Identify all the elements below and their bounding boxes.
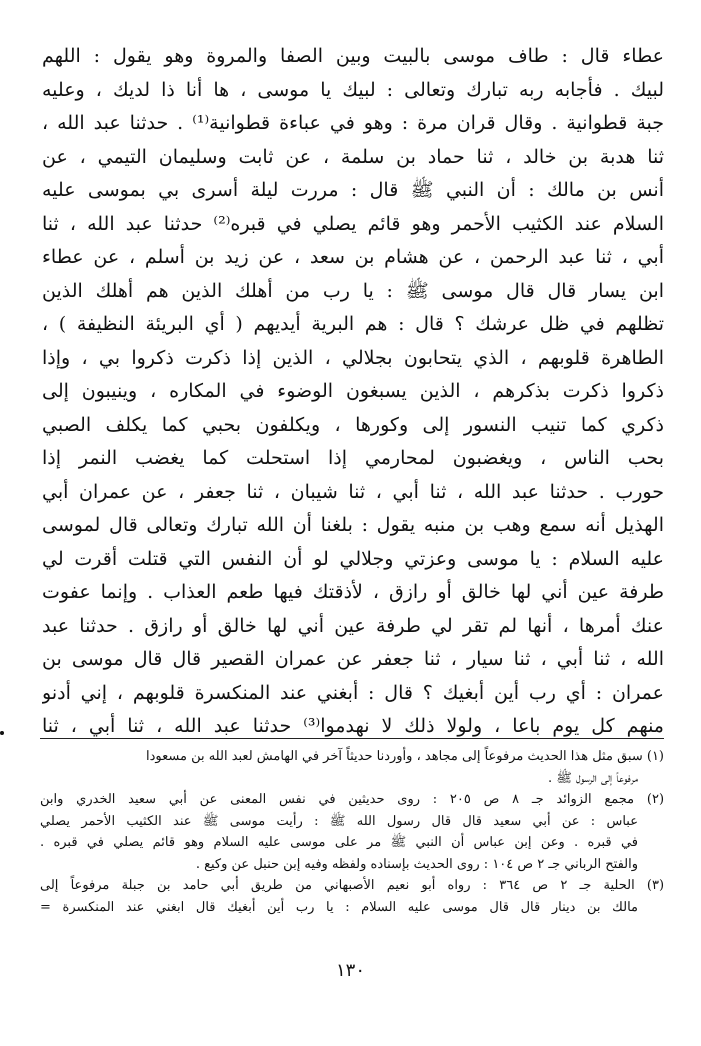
body-line: ثنا هدبة بن خالد ، ثنا حماد بن سلمة ، عن ثابت وسليمان التيمي ، عن bbox=[42, 145, 664, 168]
footnote-line: والفتح الرباني جـ ٢ ص ١٠٤ : روى الحديث بإسناده ولفظه وفيه إبن حنبل عن وكيع . bbox=[195, 856, 638, 872]
footnote-divider bbox=[40, 738, 664, 739]
main-text bbox=[42, 40, 664, 744]
footnote-line: في قبره . وعن إبن عباس أن النبي ﷺ مر على موسى عليه السلام وهو قائم يصلي في قبره . bbox=[40, 835, 638, 850]
footnote-line: مرفوعاً إلى الرسول ﷺ . bbox=[547, 770, 638, 786]
body-line: طرفة عين أني لها خالق أو رازق ، لأذقتك فيها طعم العذاب . وإنما عفوت bbox=[42, 581, 664, 603]
footnote-line: (٢) مجمع الزوائد جـ ٨ ص ٢٠٥ : روى حديثين في نفس المعنى عن أبي سعيد الخدري وابن bbox=[40, 792, 664, 807]
body-line: حورب . حدثنا عبد الله ، ثنا أبي ، ثنا شيبان ، ثنا جعفر ، عن عمران أبي bbox=[42, 480, 664, 503]
body-line: ابن يسار قال قال موسى ﷺ : يا رب من أهلك الذين هم أهلك الذين bbox=[42, 279, 664, 302]
body-line: منهم كل يوم باعا ، ولولا ذلك لا نهدموا⁽³⁾ حدثنا عبد الله ، ثنا أبي ، ثنا bbox=[42, 715, 664, 737]
body-line: عمران : أي رب أين أبغيك ؟ قال : أبغني عند المنكسرة قلوبهم ، إني أدنو bbox=[42, 681, 664, 704]
footnote-line: (١) سبق مثل هذا الحديث مرفوعاً إلى مجاهد ، وأوردنا حديثاً آخر في الهامش لعبد الله بن مسعودا bbox=[145, 749, 664, 764]
footnotes bbox=[40, 746, 664, 918]
margin-mark bbox=[0, 731, 4, 735]
body-line: عنك أمرها ، أنها لم تقر لي طرفة عين أني لها خالق أو رازق . حدثنا عبد bbox=[42, 614, 664, 637]
body-line: أنس بن مالك : أن النبي ﷺ قال : مررت ليلة أسرى بي بموسى عليه bbox=[42, 179, 664, 201]
body-line: عطاء قال : طاف موسى بالبيت وبين الصفا والمروة وهو يقول : اللهم bbox=[42, 45, 664, 67]
footnote-line: (٣) الحلية جـ ٢ ص ٣٦٤ : رواه أبو نعيم الأصبهاني من طريق أبي حامد بن جبلة مرفوعاً إلى bbox=[40, 878, 664, 893]
footnote-line: عباس : عن أبي سعيد قال قال رسول الله ﷺ : رأيت موسى ﷺ عند الكثيب الأحمر يصلي bbox=[40, 813, 638, 829]
body-line: ذكروا ذكرت بذكرهم ، الذين يسبغون الوضوء في المكاره ، وينيبون إلى bbox=[42, 380, 664, 402]
body-line: تظلهم في ظل عرشك ؟ قال : هم البرية أيديهم ( أي البريئة النظيفة ) ، bbox=[42, 313, 664, 335]
body-line: الطاهرة قلوبهم ، الذي يتحابون بجلالي ، الذين إذا ذكرت ذكروا بي ، وإذا bbox=[42, 346, 664, 369]
page-number: ١٣٠ bbox=[335, 960, 365, 981]
body-line: لبيك . فأجابه ربه تبارك وتعالى : لبيك يا موسى ، ها أنا ذا لديك ، وعليه bbox=[42, 78, 664, 101]
body-line: أبي ، ثنا عبد الرحمن ، عن هشام بن سعد ، عن زيد بن أسلم ، عن عطاء bbox=[42, 246, 664, 268]
body-line: الله ، ثنا أبي ، ثنا سيار ، ثنا جعفر عن عمران القصير قال قال موسى بن bbox=[42, 648, 664, 670]
footnote-line: مالك بن دينار قال قال موسى عليه السلام : يا رب أين أبغيك قال ابغني عند المنكسرة = bbox=[40, 899, 638, 915]
body-line: عليه السلام : يا موسى وعزتي وجلالي لو أن النفس التي قتلت أقرت لي bbox=[42, 547, 664, 570]
body-line: الهذيل أنه سمع وهب بن منبه يقول : بلغنا أن الله تبارك وتعالى قال لموسى bbox=[42, 514, 664, 536]
body-line: جبة قطوانية . وقال قران مرة : وهو في عباءة قطوانية⁽¹⁾ . حدثنا عبد الله ، bbox=[42, 112, 664, 134]
body-line: ذكري كما تنيب النسور إلى وكورها ، ويكلفون بحبي كما يكلف الصبي bbox=[42, 413, 664, 436]
body-line: بحب الناس ، ويغضبون لمحارمي إذا استحلت كما يغضب النمر إذا bbox=[42, 447, 664, 469]
body-line: السلام عند الكثيب الأحمر وهو قائم يصلي في قبره⁽²⁾ حدثنا عبد الله ، ثنا bbox=[42, 212, 664, 235]
